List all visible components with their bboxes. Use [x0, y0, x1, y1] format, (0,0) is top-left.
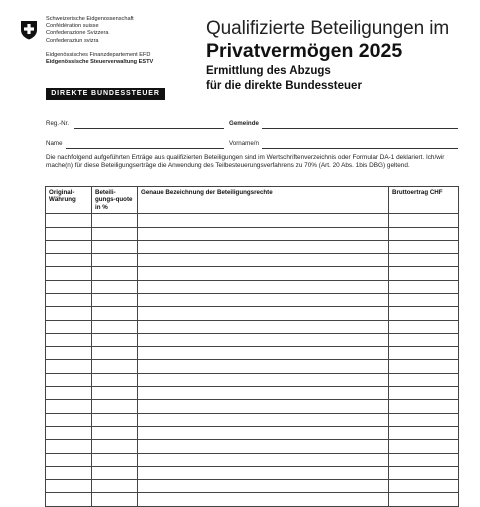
col-header-quota: Beteili-gungs-quote in %	[92, 187, 138, 214]
table-row	[46, 347, 459, 360]
cell-currency[interactable]	[46, 387, 92, 400]
cell-currency[interactable]	[46, 493, 92, 506]
cell-currency[interactable]	[46, 373, 92, 386]
cell-gross-income[interactable]	[389, 294, 459, 307]
cell-designation[interactable]	[138, 227, 389, 240]
cell-designation[interactable]	[138, 214, 389, 227]
cell-designation[interactable]	[138, 254, 389, 267]
tax-badge: DIREKTE BUNDESSTEUER	[46, 88, 165, 100]
cell-designation[interactable]	[138, 333, 389, 346]
cell-currency[interactable]	[46, 280, 92, 293]
table-row	[46, 307, 459, 320]
vorname-field[interactable]	[262, 148, 458, 149]
cell-currency[interactable]	[46, 320, 92, 333]
table-row	[46, 227, 459, 240]
table-row	[46, 360, 459, 373]
cell-designation[interactable]	[138, 426, 389, 439]
cell-designation[interactable]	[138, 320, 389, 333]
table-row	[46, 400, 459, 413]
cell-quota[interactable]	[92, 400, 138, 413]
cell-designation[interactable]	[138, 440, 389, 453]
cell-currency[interactable]	[46, 254, 92, 267]
table-row	[46, 426, 459, 439]
cell-currency[interactable]	[46, 413, 92, 426]
cell-designation[interactable]	[138, 280, 389, 293]
cell-quota[interactable]	[92, 333, 138, 346]
cell-currency[interactable]	[46, 333, 92, 346]
agency-line-rm: Confederaziun svizra	[46, 37, 99, 44]
cell-designation[interactable]	[138, 373, 389, 386]
cell-currency[interactable]	[46, 227, 92, 240]
cell-gross-income[interactable]	[389, 453, 459, 466]
cell-quota[interactable]	[92, 254, 138, 267]
cell-gross-income[interactable]	[389, 240, 459, 253]
gemeinde-label: Gemeinde	[229, 120, 259, 127]
col-header-gross-income: Bruttoertrag CHF	[389, 187, 459, 214]
cell-quota[interactable]	[92, 453, 138, 466]
cell-quota[interactable]	[92, 360, 138, 373]
cell-gross-income[interactable]	[389, 214, 459, 227]
cell-gross-income[interactable]	[389, 280, 459, 293]
table-row	[46, 387, 459, 400]
cell-quota[interactable]	[92, 480, 138, 493]
cell-quota[interactable]	[92, 240, 138, 253]
agency-line-de: Schweizerische Eidgenossenschaft	[46, 16, 134, 22]
table-row	[46, 453, 459, 466]
cell-quota[interactable]	[92, 387, 138, 400]
swiss-emblem-icon	[19, 20, 39, 40]
administration-name: Eidgenössische Steuerverwaltung ESTV	[46, 59, 154, 66]
cell-gross-income[interactable]	[389, 307, 459, 320]
cell-designation[interactable]	[138, 307, 389, 320]
cell-designation[interactable]	[138, 413, 389, 426]
cell-currency[interactable]	[46, 426, 92, 439]
cell-gross-income[interactable]	[389, 400, 459, 413]
table-row	[46, 254, 459, 267]
cell-gross-income[interactable]	[389, 387, 459, 400]
subtitle-line-1: Ermittlung des Abzugs	[206, 65, 331, 77]
cell-quota[interactable]	[92, 320, 138, 333]
cell-gross-income[interactable]	[389, 440, 459, 453]
agency-line-fr: Confédération suisse	[46, 23, 99, 30]
table-row	[46, 466, 459, 479]
cell-gross-income[interactable]	[389, 426, 459, 439]
table-row	[46, 214, 459, 227]
cell-currency[interactable]	[46, 267, 92, 280]
cell-quota[interactable]	[92, 466, 138, 479]
name-field[interactable]	[66, 148, 224, 149]
cell-currency[interactable]	[46, 240, 92, 253]
cell-gross-income[interactable]	[389, 493, 459, 506]
cell-designation[interactable]	[138, 347, 389, 360]
cell-quota[interactable]	[92, 373, 138, 386]
department-name: Eidgenössisches Finanzdepartement EFD	[46, 51, 151, 58]
table-row	[46, 440, 459, 453]
col-header-designation: Genaue Bezeichnung der Beteiligungsrechte	[138, 187, 389, 214]
cell-currency[interactable]	[46, 440, 92, 453]
table-row	[46, 320, 459, 333]
cell-currency[interactable]	[46, 400, 92, 413]
table-row	[46, 413, 459, 426]
cell-designation[interactable]	[138, 294, 389, 307]
cell-quota[interactable]	[92, 426, 138, 439]
cell-quota[interactable]	[92, 267, 138, 280]
table-row	[46, 493, 459, 506]
cell-gross-income[interactable]	[389, 320, 459, 333]
cell-currency[interactable]	[46, 307, 92, 320]
vorname-label: Vorname/n	[229, 140, 259, 147]
cell-currency[interactable]	[46, 480, 92, 493]
table-row	[46, 294, 459, 307]
table-row	[46, 373, 459, 386]
cell-quota[interactable]	[92, 347, 138, 360]
cell-designation[interactable]	[138, 267, 389, 280]
cell-currency[interactable]	[46, 453, 92, 466]
title-line-1: Qualifizierte Beteiligungen im	[206, 18, 450, 39]
cell-currency[interactable]	[46, 214, 92, 227]
table-row	[46, 333, 459, 346]
table-header-row	[46, 187, 459, 214]
cell-gross-income[interactable]	[389, 347, 459, 360]
cell-quota[interactable]	[92, 493, 138, 506]
cell-gross-income[interactable]	[389, 333, 459, 346]
cell-gross-income[interactable]	[389, 373, 459, 386]
table-row	[46, 480, 459, 493]
cell-gross-income[interactable]	[389, 267, 459, 280]
cell-currency[interactable]	[46, 294, 92, 307]
cell-gross-income[interactable]	[389, 227, 459, 240]
cell-designation[interactable]	[138, 453, 389, 466]
subtitle-line-2: für die direkte Bundessteuer	[206, 79, 362, 92]
cell-designation[interactable]	[138, 240, 389, 253]
holdings-table	[45, 186, 459, 507]
table-row	[46, 280, 459, 293]
cell-designation[interactable]	[138, 360, 389, 373]
cell-currency[interactable]	[46, 466, 92, 479]
table-row	[46, 267, 459, 280]
cell-designation[interactable]	[138, 387, 389, 400]
reg-nr-label: Reg.-Nr.	[46, 120, 70, 127]
cell-gross-income[interactable]	[389, 413, 459, 426]
cell-designation[interactable]	[138, 480, 389, 493]
cell-quota[interactable]	[92, 214, 138, 227]
cell-quota[interactable]	[92, 413, 138, 426]
cell-quota[interactable]	[92, 294, 138, 307]
name-label: Name	[46, 140, 63, 147]
cell-designation[interactable]	[138, 400, 389, 413]
agency-block	[46, 16, 206, 66]
cell-currency[interactable]	[46, 347, 92, 360]
title-line-2: Privatvermögen 2025	[206, 40, 403, 62]
cell-gross-income[interactable]	[389, 480, 459, 493]
cell-quota[interactable]	[92, 280, 138, 293]
cell-quota[interactable]	[92, 307, 138, 320]
subtitle	[206, 64, 362, 93]
table-row	[46, 240, 459, 253]
cell-gross-income[interactable]	[389, 254, 459, 267]
cell-designation[interactable]	[138, 466, 389, 479]
cell-quota[interactable]	[92, 440, 138, 453]
agency-line-it: Confederazione Svizzera	[46, 30, 109, 37]
cell-currency[interactable]	[46, 360, 92, 373]
declaration-text: Die nachfolgend aufgeführten Erträge aus qualifizierten Beteiligungen sind im Wertschriftenverzeichnis oder Formular DA-1 deklariert. Ich/wir mache(n) für diese Beteiligungserträge die Anwendung des Teilbesteuerungsverfahrens zu 70% (Art. 20 Abs. 1bis DBG) geltend.	[46, 154, 445, 170]
cell-gross-income[interactable]	[389, 466, 459, 479]
cell-gross-income[interactable]	[389, 360, 459, 373]
reg-nr-field[interactable]	[74, 128, 224, 129]
cell-quota[interactable]	[92, 227, 138, 240]
gemeinde-field[interactable]	[262, 128, 458, 129]
col-header-currency: Original-Währung	[46, 187, 92, 214]
cell-designation[interactable]	[138, 493, 389, 506]
